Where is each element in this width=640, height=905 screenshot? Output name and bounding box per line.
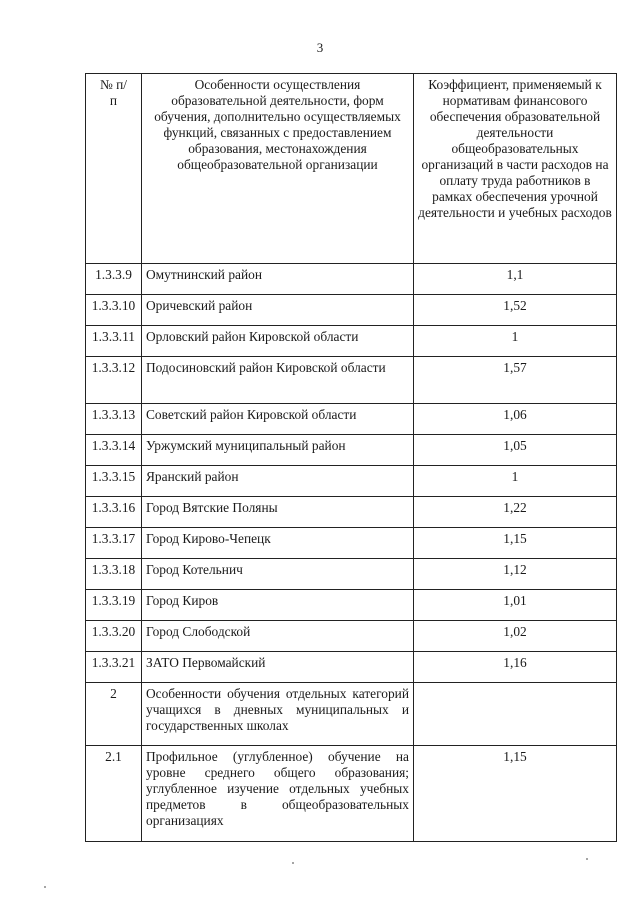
row-number: 1.3.3.15 xyxy=(86,466,142,497)
row-coefficient: 1,06 xyxy=(414,404,617,435)
row-coefficient: 1,57 xyxy=(414,357,617,404)
row-description: Город Слободской xyxy=(142,621,414,652)
row-description: Орловский район Кировской области xyxy=(142,326,414,357)
table-row xyxy=(86,326,617,357)
row-coefficient: 1 xyxy=(414,466,617,497)
page-number: 3 xyxy=(316,40,324,55)
row-number: 1.3.3.17 xyxy=(86,528,142,559)
header-number xyxy=(86,74,142,264)
row-description: Уржумский муниципальный район xyxy=(142,435,414,466)
row-description: Подосиновский район Кировской области xyxy=(142,357,414,404)
scan-speck xyxy=(586,858,588,860)
table-row xyxy=(86,404,617,435)
table-header-row xyxy=(86,74,617,264)
row-coefficient: 1,22 xyxy=(414,497,617,528)
row-coefficient: 1,01 xyxy=(414,590,617,621)
row-number: 1.3.3.10 xyxy=(86,295,142,326)
row-number: 1.3.3.21 xyxy=(86,652,142,683)
row-number: 2.1 xyxy=(86,746,142,842)
table-row xyxy=(86,528,617,559)
row-description: Советский район Кировской области xyxy=(142,404,414,435)
row-number: 1.3.3.13 xyxy=(86,404,142,435)
scan-speck xyxy=(44,886,46,888)
scan-speck xyxy=(292,862,294,864)
row-coefficient xyxy=(414,683,617,746)
row-number: 1.3.3.9 xyxy=(86,264,142,295)
table-row xyxy=(86,435,617,466)
row-description: Яранский район xyxy=(142,466,414,497)
row-description: Город Котельнич xyxy=(142,559,414,590)
row-number: 1.3.3.20 xyxy=(86,621,142,652)
table-row xyxy=(86,652,617,683)
row-description: ЗАТО Первомайский xyxy=(142,652,414,683)
row-number: 2 xyxy=(86,683,142,746)
table-row xyxy=(86,746,617,842)
row-description: Город Кирово-Чепецк xyxy=(142,528,414,559)
row-number: 1.3.3.14 xyxy=(86,435,142,466)
row-coefficient: 1,05 xyxy=(414,435,617,466)
row-number: 1.3.3.11 xyxy=(86,326,142,357)
row-coefficient: 1 xyxy=(414,326,617,357)
row-description: Профильное (углубленное) обучение на уровне среднего общего образования; углубленное изучение отдельных учебных предметов в общеобразовательных организациях xyxy=(142,746,414,842)
row-coefficient: 1,16 xyxy=(414,652,617,683)
table-row xyxy=(86,295,617,326)
row-number: 1.3.3.19 xyxy=(86,590,142,621)
row-description: Особенности обучения отдельных категорий учащихся в дневных муниципальных и государственных школах xyxy=(142,683,414,746)
row-coefficient: 1,15 xyxy=(414,528,617,559)
table-row xyxy=(86,497,617,528)
row-number: 1.3.3.18 xyxy=(86,559,142,590)
header-description: Особенности осуществления образовательной деятельности, форм обучения, дополнительно осуществляемых функций, связанных с предоставлением образования, местонахождения общеобразовательной организации xyxy=(142,74,414,264)
row-coefficient: 1,52 xyxy=(414,295,617,326)
row-number: 1.3.3.16 xyxy=(86,497,142,528)
coefficient-table xyxy=(85,73,617,842)
table-row xyxy=(86,621,617,652)
row-description: Оричевский район xyxy=(142,295,414,326)
row-description: Город Киров xyxy=(142,590,414,621)
row-coefficient: 1,15 xyxy=(414,746,617,842)
table-row xyxy=(86,590,617,621)
header-number-label: № п/п xyxy=(99,77,127,108)
row-description: Город Вятские Поляны xyxy=(142,497,414,528)
row-coefficient: 1,1 xyxy=(414,264,617,295)
table-section-row xyxy=(86,683,617,746)
table-row xyxy=(86,264,617,295)
table-row xyxy=(86,559,617,590)
row-coefficient: 1,02 xyxy=(414,621,617,652)
row-coefficient: 1,12 xyxy=(414,559,617,590)
header-coefficient: Коэффициент, применяемый к нормативам финансового обеспечения образовательной деятельности общеобразовательных организаций в части расходов на оплату труда работников в рамках обеспечения урочной деятельности и учебных расходов xyxy=(414,74,617,264)
row-number: 1.3.3.12 xyxy=(86,357,142,404)
table-row xyxy=(86,357,617,404)
table-row xyxy=(86,466,617,497)
row-description: Омутнинский район xyxy=(142,264,414,295)
